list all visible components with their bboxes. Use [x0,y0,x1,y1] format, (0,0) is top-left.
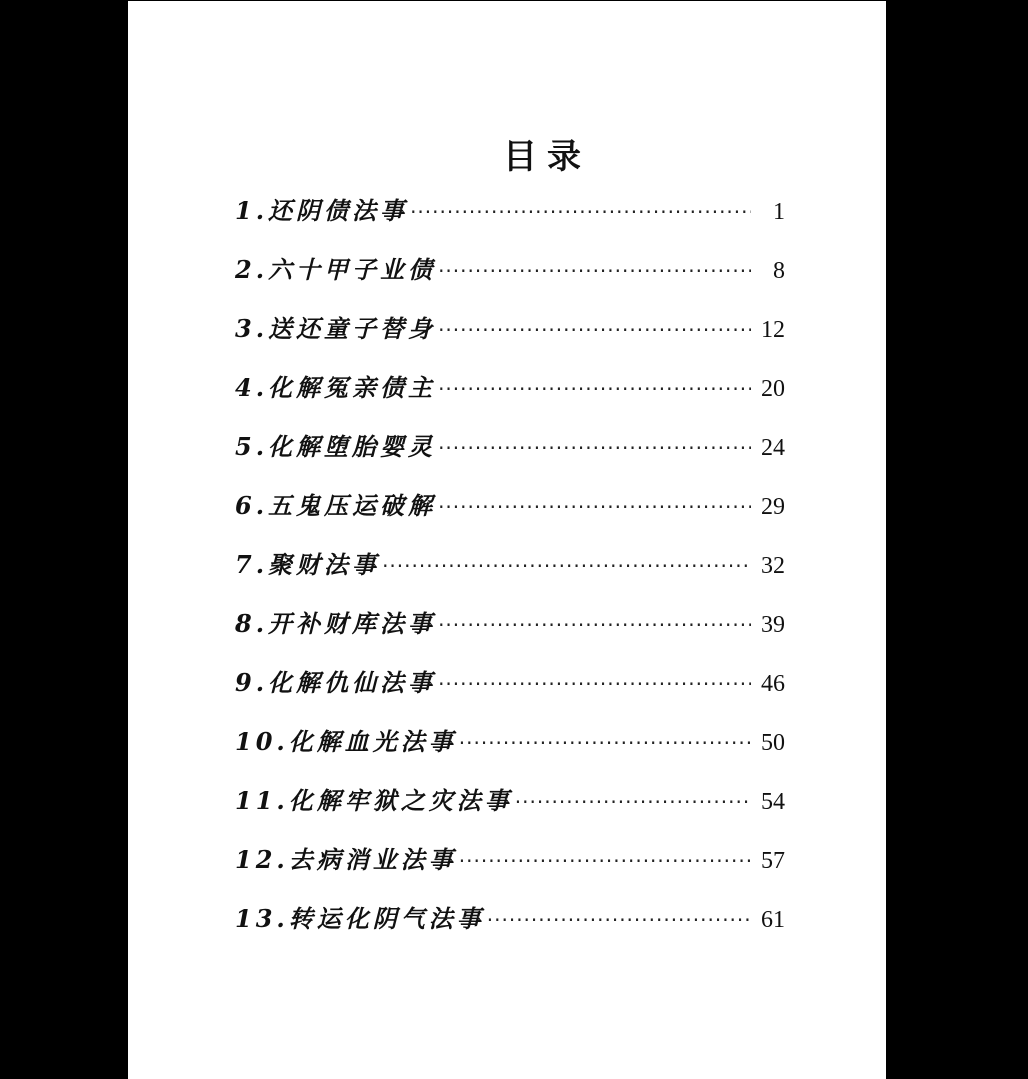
toc-page-number: 39 [761,612,785,638]
toc-entry-label: 7.聚财法事 [235,550,381,579]
toc-entry [235,545,785,604]
toc-entry-label: 9.化解仇仙法事 [235,668,437,697]
toc-dot-leader [438,672,751,696]
toc-entry-label: 13.转运化阴气法事 [235,904,485,933]
toc-dot-leader [438,377,751,401]
toc-dot-leader [438,259,751,283]
toc-page-number: 29 [761,494,785,520]
toc-page-number: 32 [761,553,785,579]
toc-entry [235,899,785,958]
toc-entry [235,368,785,427]
toc-dot-leader [438,436,751,460]
toc-entry-label: 5.化解堕胎婴灵 [235,432,437,461]
toc-entry-label: 4.化解冤亲债主 [235,373,437,402]
toc-dot-leader [410,200,751,224]
toc-entry [235,250,785,309]
toc-entry-label: 10.化解血光法事 [235,727,457,756]
toc-dot-leader [438,495,751,519]
toc-dot-leader [438,318,751,342]
toc-entry-label: 12.去病消业法事 [235,845,457,874]
toc-page-number: 20 [761,376,785,402]
toc-page-number: 12 [761,317,785,343]
toc-entry [235,427,785,486]
toc-entry-label: 3.送还童子替身 [235,314,437,343]
toc-dot-leader [459,849,751,873]
toc-dot-leader [382,554,751,578]
toc-entry-label: 6.五鬼压运破解 [235,491,437,520]
toc-entry-label: 8.开补财库法事 [235,609,437,638]
toc-entry [235,781,785,840]
toc-entry [235,309,785,368]
document-page [128,1,886,1079]
toc-page-number: 46 [761,671,785,697]
toc-entry-label: 11.化解牢狱之灾法事 [235,786,513,815]
toc-page-number: 1 [773,199,785,225]
toc-page-number: 61 [761,907,785,933]
toc-page-number: 57 [761,848,785,874]
toc-entry [235,722,785,781]
toc-dot-leader [487,908,751,932]
toc-page-number: 50 [761,730,785,756]
toc-entry [235,604,785,663]
page-title: 目录 [503,137,591,177]
toc-entry-label: 1.还阴债法事 [235,196,409,225]
toc-dot-leader [438,613,751,637]
toc-page-number: 54 [761,789,785,815]
toc-dot-leader [459,731,751,755]
toc-entry-label: 2.六十甲子业债 [235,255,437,284]
toc-entry [235,191,785,250]
toc-entry [235,840,785,899]
table-of-contents [235,191,785,958]
toc-page-number: 24 [761,435,785,461]
toc-dot-leader [515,790,751,814]
toc-entry [235,486,785,545]
toc-page-number: 8 [773,258,785,284]
toc-entry [235,663,785,722]
